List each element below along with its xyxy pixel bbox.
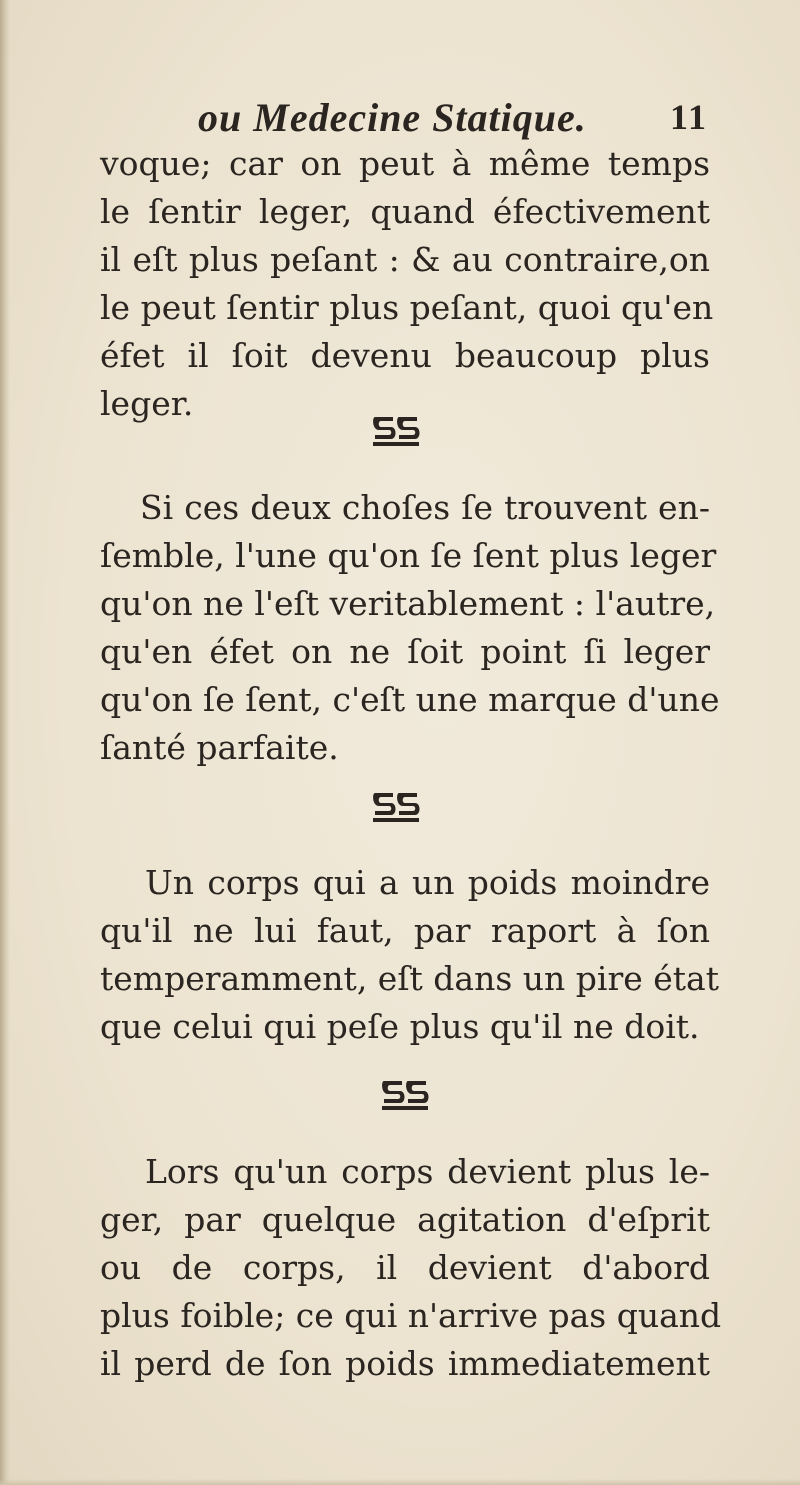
ornament-icon — [380, 1078, 430, 1112]
text-line: temperamment, eſt dans un pire état — [100, 959, 719, 998]
text-line: plus foible; ce qui n'arrive pas quand — [100, 1296, 722, 1335]
text-line: que celui qui peſe plus qu'il ne doit. — [100, 1007, 700, 1046]
text-line: il perd de ſon poids immediatement — [100, 1344, 710, 1383]
paragraph-4 — [100, 1148, 722, 1388]
text-line: ou de corps, il devient d'abord — [100, 1248, 710, 1287]
running-title: ou Medecine Statique. — [198, 95, 587, 140]
text-line: qu'on ne l'eſt veritablement : l'autre, — [100, 584, 716, 623]
text-line: ſemble, l'une qu'on ſe ſent plus leger — [100, 536, 717, 575]
text-line: ſanté parfaite. — [100, 728, 339, 767]
ornament-icon — [371, 414, 421, 448]
text-line: ger, par quelque agitation d'eſprit — [100, 1200, 710, 1239]
text-line: qu'en éfet on ne ſoit point ſi leger — [100, 632, 710, 671]
text-line: Si ces deux choſes ſe trouvent en- — [140, 488, 710, 527]
page-number: 11 — [669, 97, 708, 137]
text-line: leger. — [100, 384, 194, 423]
paragraph-1 — [100, 140, 714, 428]
page-bottom-edge — [0, 1479, 800, 1485]
page-header — [198, 94, 718, 144]
page-gutter-shadow — [0, 0, 10, 1485]
text-line: le peut ſentir plus peſant, quoi qu'en — [100, 288, 714, 327]
text-line: Un corps qui a un poids moindre — [145, 863, 710, 902]
text-line: il eſt plus peſant : & au contraire,on — [100, 240, 710, 279]
text-line: le ſentir leger, quand éfectivement — [100, 192, 710, 231]
ornament-icon — [371, 790, 421, 824]
text-line: Lors qu'un corps devient plus le- — [145, 1152, 710, 1191]
paragraph-2 — [100, 484, 720, 772]
paragraph-3 — [100, 859, 719, 1051]
text-line: qu'on ſe ſent, c'eſt une marque d'une — [100, 680, 720, 719]
text-line: qu'il ne lui faut, par raport à ſon — [100, 911, 710, 950]
text-line: éfet il ſoit devenu beaucoup plus — [100, 336, 710, 375]
text-line: voque; car on peut à même temps — [100, 144, 710, 183]
